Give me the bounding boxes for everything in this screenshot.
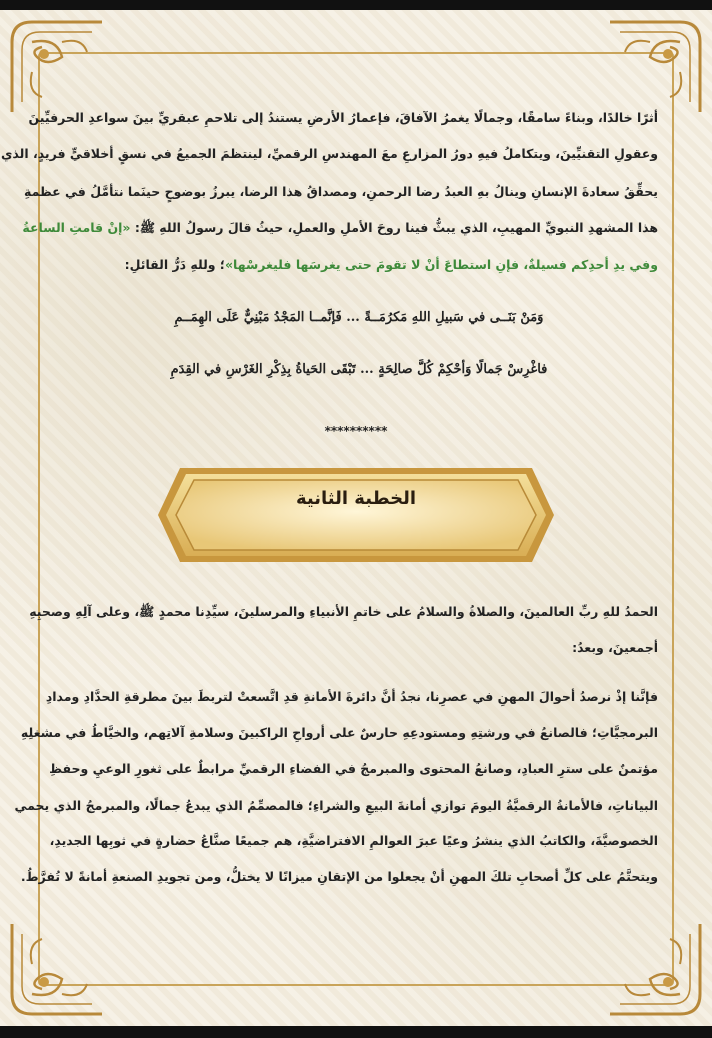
paragraph-1-line-5 bbox=[60, 255, 658, 275]
corner-ornament-bottom-right bbox=[600, 914, 710, 1024]
paragraph-3-line-6: ويتحتَّمُ على كلِّ أصحابِ تلكَ المهنِ أنْ يجعلوا من الإتقانِ ميزانًا لا يختلُّ، ومن تجويدِ الصنعةِ أمانةً لا تُفرَّطُ. bbox=[20, 869, 658, 884]
paragraph-1-line-2: وعقولِ التقنيِّينَ، ويتكاملُ فيهِ دورُ المزارعِ معَ المهندسِ الرقميِّ، لينتظمَ الجميعُ في نسقٍ أخلاقيٍّ فريدٍ، الذي bbox=[0, 146, 658, 161]
section-title-banner bbox=[150, 460, 562, 570]
paragraph-1-line-4 bbox=[22, 218, 658, 238]
poem-verse-1: وَمَنْ بَنَــى في سَبيلِ اللهِ مَكرُمَــةً ... فَإنَّمــا المَجْدُ مَبْنِيٌّ عَلَى الهِمَــمِ bbox=[174, 310, 544, 325]
corner-ornament-top-left bbox=[2, 12, 112, 122]
paragraph-3-line-5: الخصوصيَّةَ، والكاتبُ الذي ينشرُ وعيًا عبرَ العوالمِ الافتراضيَّةِ، هم جميعًا صنَّاعُ حضارةٍ في ثوبِها الجديدِ، bbox=[49, 833, 658, 848]
hadith-quote-end: وفي يدِ أحدِكم فسيلةٌ، فإنِ استطاعَ أنْ لا تقومَ حتى يغرسَها فليغرسْها» bbox=[224, 257, 658, 272]
line-5-text: ؛ وللهِ دَرُّ القائلِ: bbox=[124, 257, 225, 272]
top-status-bar bbox=[0, 0, 712, 10]
document-page bbox=[0, 10, 712, 1026]
paragraph-2-line-1: الحمدُ للهِ ربِّ العالمينَ، والصلاةُ والسلامُ على خاتمِ الأنبياءِ والمرسلينَ، سيِّدِنا محمدٍ ﷺ، وعلى آلِهِ وصحبِهِ bbox=[29, 604, 658, 619]
section-separator: ********** bbox=[324, 424, 388, 438]
paragraph-3-line-3: مؤتمنٌ على سترِ العبادِ، وصانعُ المحتوى والمبرمجُ في الفضاءِ الرقميِّ مرابطٌ على ثغورِ الوعيِ وحفظِ bbox=[49, 761, 658, 776]
paragraph-1-line-3: يحقِّقُ سعادةَ الإنسانِ وينالُ بهِ العبدُ رضا الرحمنِ، ومصداقُ هذا الرضا، يبرزُ بوضوحٍ حينَما نتأمَّلُ في عظمةِ bbox=[23, 184, 658, 199]
paragraph-3-line-1: فإنَّنا إذْ نرصدُ أحوالَ المهنِ في عصرِنا، نجدُ أنَّ دائرةَ الأمانةِ قدِ اتَّسعتْ لتربطَ بينَ مطرقةِ الحدَّادِ ومدادِ bbox=[45, 689, 658, 704]
section-title: الخطبة الثانية bbox=[295, 488, 417, 509]
poem-verse-2: فاغْرِسْ جَمالًا وَأحْكِمْ كُلَّ صالِحَةٍ ... تَبْقَى الحَياةُ بِذِكْرِ الغَرْسِ في القِدَمِ bbox=[170, 362, 548, 377]
paragraph-3-line-2: البرمجيَّاتِ؛ فالصانعُ في ورشتِهِ ومستودعِهِ حارسٌ على أرواحِ الراكبينَ وسلامةِ آلاتِهم، والخيَّاطُ في مشغلِهِ bbox=[20, 725, 658, 740]
corner-ornament-bottom-left bbox=[2, 914, 112, 1024]
paragraph-2-line-2: أجمعينَ، وبعدُ: bbox=[572, 640, 658, 655]
bottom-bar bbox=[0, 1026, 712, 1038]
line-4-text: هذا المشهدِ النبويِّ المهيبِ، الذي يبثُّ فينا روحَ الأملِ والعملِ، حيثُ قالَ رسولُ اللهِ ﷺ: bbox=[130, 220, 658, 235]
paragraph-3-line-4: البياناتِ، فالأمانةُ الرقميَّةُ اليومَ توازي أمانةَ البيعِ والشراءِ؛ فالمصمِّمُ الذي يبدعُ جمالًا، والمبرمجُ الذي يحمي bbox=[14, 798, 658, 813]
hadith-quote-start: «إنْ قامتِ الساعةُ bbox=[22, 220, 131, 235]
paragraph-1-line-1: أثرًا خالدًا، وبناءً سامقًا، وجمالًا يغمرُ الآفاقَ، فإعمارُ الأرضِ يستندُ إلى تلاحمِ عبقريِّ بينَ سواعدِ الحرفيِّينَ bbox=[28, 110, 658, 125]
corner-ornament-top-right bbox=[600, 12, 710, 122]
